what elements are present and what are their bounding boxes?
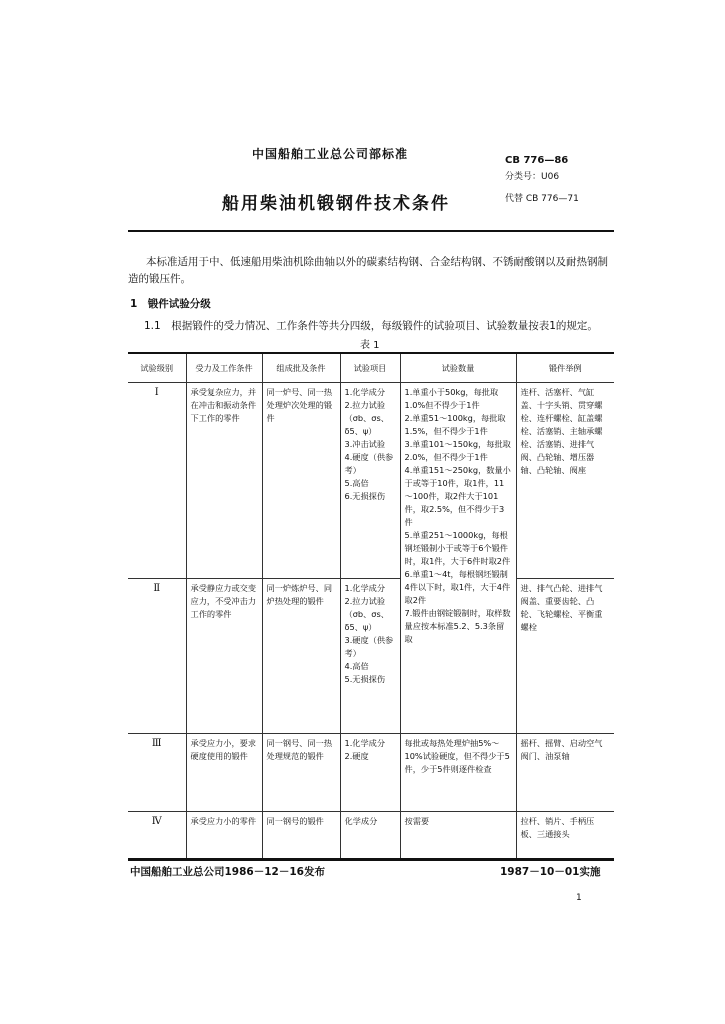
header-divider bbox=[128, 230, 614, 232]
clause-1-1: 1.1 根据锻件的受力情况、工作条件等共分四级，每级锻件的试验项目、试验数量按表1的规定。 bbox=[144, 320, 598, 332]
batch-cell: 同一炉号、同一热处理炉次处理的锻件 bbox=[262, 383, 340, 579]
document-title: 船用柴油机锻钢件技术条件 bbox=[222, 194, 450, 214]
section-1-heading: 1 锻件试验分级 bbox=[130, 298, 211, 310]
issue-date: 中国船舶工业总公司1986－12－16发布 bbox=[130, 866, 325, 878]
table-caption: 表 1 bbox=[360, 340, 380, 351]
header-examples: 锻件举例 bbox=[516, 353, 614, 383]
test-grade-table bbox=[128, 352, 614, 861]
batch-cell: 同一钢号、同一热处理规范的锻件 bbox=[262, 734, 340, 812]
grade-cell: Ⅱ bbox=[128, 579, 186, 734]
header-quantity: 试验数量 bbox=[400, 353, 516, 383]
footer-divider bbox=[128, 858, 614, 860]
items-cell: 1.化学成分 2.硬度 bbox=[340, 734, 400, 812]
quantity-cell: 每批或每热处理炉抽5%～10%试验硬度，但不得少于5件，少于5件则逐件检查 bbox=[400, 734, 516, 812]
scope-paragraph: 本标准适用于中、低速船用柴油机除曲轴以外的碳素结构钢、合金结构钢、不锈耐酸钢以及耐热钢制造的锻压件。 bbox=[128, 256, 608, 285]
grade-cell: Ⅰ bbox=[128, 383, 186, 579]
replaces-standard: 代替 CB 776—71 bbox=[505, 194, 579, 204]
items-cell: 1.化学成分 2.拉力试验（σb、σs、δ5、ψ） 3.硬度（供参考） 4.高倍 5.无损探伤 bbox=[340, 579, 400, 734]
page-number: 1 bbox=[576, 893, 582, 903]
examples-cell: 连杆、活塞杆、气缸盖、十字头销、贯穿螺栓、连杆螺栓、缸盖螺栓、活塞销、主轴承螺栓、活塞销、进排气阀、凸轮轴、增压器轴、凸轮轴、阀座 bbox=[516, 383, 614, 579]
batch-cell: 同一炉炼炉号、同炉热处理的锻件 bbox=[262, 579, 340, 734]
table-row bbox=[128, 579, 614, 734]
table-row bbox=[128, 812, 614, 860]
header-condition: 受力及工作条件 bbox=[186, 353, 262, 383]
examples-cell: 进、排气凸轮、进排气阀盖、重要齿轮、凸轮、飞轮螺栓、平衡重螺栓 bbox=[516, 579, 614, 734]
implementation-date: 1987－10－01实施 bbox=[500, 866, 601, 878]
condition-cell: 承受应力小的零件 bbox=[186, 812, 262, 860]
header-items: 试验项目 bbox=[340, 353, 400, 383]
quantity-cell: 1.单重小于50kg，每批取1.0%但不得少于1件 2.单重51～100kg，每批取1.5%，但不得少于1件 3.单重101～150kg，每批取2.0%，但不得少于1件 4.单重151～250kg，数量小于或等于10件，取1件，11～100件，取2件大于101件，取2.5%，但不得少于3件 5.单重251～1000kg，每根钢坯锻制小于或等于6个锻件时，取1件，大于6件时取2件 6.单重1～4t，每根钢坯锻制4件以下时，取1件，大于4件取2件 7.锻件由钢锭锻制时，取样数量应按本标准5.2、5.3条留取 bbox=[400, 383, 516, 734]
batch-cell: 同一钢号的锻件 bbox=[262, 812, 340, 860]
items-cell: 1.化学成分 2.拉力试验（σb、σs、δ5、ψ） 3.冲击试验 4.硬度（供参考） 5.高倍 6.无损探伤 bbox=[340, 383, 400, 579]
condition-cell: 承受复杂应力，并在冲击和振动条件下工作的零件 bbox=[186, 383, 262, 579]
examples-cell: 摇杆、摇臂、启动空气阀门、油泵轴 bbox=[516, 734, 614, 812]
table-header-row bbox=[128, 353, 614, 383]
header-batch: 组成批及条件 bbox=[262, 353, 340, 383]
items-cell: 化学成分 bbox=[340, 812, 400, 860]
quantity-cell: 按需要 bbox=[400, 812, 516, 860]
issuing-organization: 中国船舶工业总公司部标准 bbox=[252, 147, 409, 161]
examples-cell: 拉杆、销片、手柄压板、三通接头 bbox=[516, 812, 614, 860]
condition-cell: 承受应力小，要求硬度使用的锻件 bbox=[186, 734, 262, 812]
grade-cell: Ⅲ bbox=[128, 734, 186, 812]
header-grade: 试验级别 bbox=[128, 353, 186, 383]
grade-cell: Ⅳ bbox=[128, 812, 186, 860]
table-row bbox=[128, 734, 614, 812]
standard-number: CB 776—86 bbox=[505, 155, 569, 166]
condition-cell: 承受静应力或交变应力，不受冲击力工作的零件 bbox=[186, 579, 262, 734]
table-row bbox=[128, 383, 614, 579]
classification-number: 分类号：U06 bbox=[505, 172, 560, 182]
